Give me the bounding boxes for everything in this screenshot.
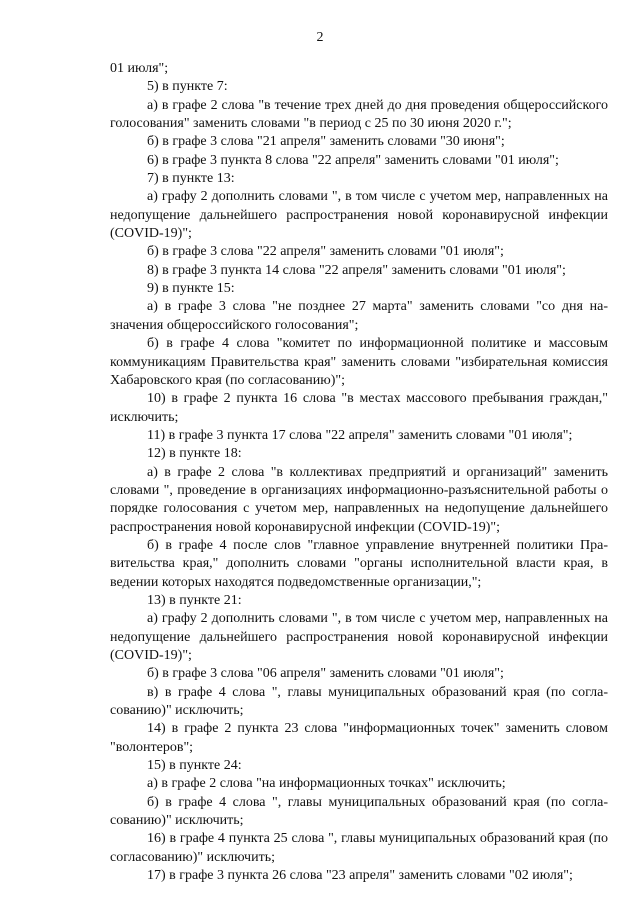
paragraph: б) в графе 3 слова "06 апреля" заменить словами "01 июля";	[147, 666, 504, 682]
paragraph: б) в графе 4 после слов "главное управление внутренней политики Правительства края," дополнить словами "органы исполнительной власти края, в ведении которых находятся подведомственные организации,";	[110, 537, 608, 590]
paragraph: 7) в пункте 13:	[147, 171, 235, 187]
paragraph: 5) в пункте 7:	[147, 79, 228, 95]
paragraph: 14) в графе 2 пункта 23 слова "информационных точек" заменить словом "волонтеров";	[110, 721, 608, 755]
paragraph: 8) в графе 3 пункта 14 слова "22 апреля" заменить словами "01 июля";	[147, 262, 566, 278]
paragraph: 9) в пункте 15:	[147, 281, 235, 297]
paragraph: 17) в графе 3 пункта 26 слова "23 апреля" заменить словами "02 июля";	[147, 868, 573, 884]
paragraph: а) в графе 2 слова "в коллективах предприятий и организаций" заменить словами ", проведение в организациях информационно-разъяснительной работы о порядке голосования с учетом мер, направленных на недопущение дальнейшего распространения новой коронавирусной инфекции (COVID-19)";	[110, 464, 608, 535]
paragraph: а) в графе 2 слова "в течение трех дней до дня проведения общероссийского голосования" заменить словами "в период с 25 по 30 июня 2020 г.";	[110, 97, 608, 132]
paragraph: б) в графе 3 слова "21 апреля" заменить словами "30 июня";	[147, 134, 505, 150]
page-number: 2	[316, 30, 324, 45]
paragraph: в) в графе 4 слова ", главы муниципальных образований края (по согласованию)" исключить;	[110, 684, 608, 719]
paragraph: 16) в графе 4 пункта 25 слова ", главы муниципальных образований края (по согласованию)" исключить;	[110, 831, 608, 865]
paragraph: 10) в графе 2 пункта 16 слова "в местах массового пребывания граждан," исключить;	[110, 391, 608, 425]
paragraph: 01 июля";	[110, 61, 169, 76]
paragraph: б) в графе 4 слова ", главы муниципальных образований края (по согласованию)" исключить;	[110, 794, 608, 829]
paragraph: 12) в пункте 18:	[147, 446, 242, 462]
paragraph: а) графу 2 дополнить словами ", в том числе с учетом мер, направленных на недопущение дальнейшего распространения новой коронавирусной инфекции (COVID-19)";	[110, 189, 608, 242]
paragraph: б) в графе 3 слова "22 апреля" заменить словами "01 июля";	[147, 244, 504, 260]
paragraph: а) в графе 2 слова "на информационных точках" исключить;	[147, 776, 506, 792]
paragraph: 11) в графе 3 пункта 17 слова "22 апреля" заменить словами "01 июля";	[147, 427, 573, 443]
paragraph: а) графу 2 дополнить словами ", в том числе с учетом мер, направленных на недопущение дальнейшего распространения новой коронавирусной инфекции (COVID-19)";	[110, 611, 608, 663]
paragraph: 13) в пункте 21:	[147, 592, 242, 608]
paragraph: 15) в пункте 24:	[147, 758, 242, 774]
paragraph: а) в графе 3 слова "не позднее 27 марта" заменить словами "со дня назначения общероссийского голосования";	[110, 299, 608, 333]
document-body	[110, 60, 608, 885]
paragraph: б) в графе 4 слова "комитет по информационной политике и массовым коммуникациям Правительства края" заменить словами "избирательная комиссия Хабаровского края (по согласованию)";	[110, 336, 608, 388]
paragraph: 6) в графе 3 пункта 8 слова "22 апреля" заменить словами "01 июля";	[147, 152, 559, 168]
